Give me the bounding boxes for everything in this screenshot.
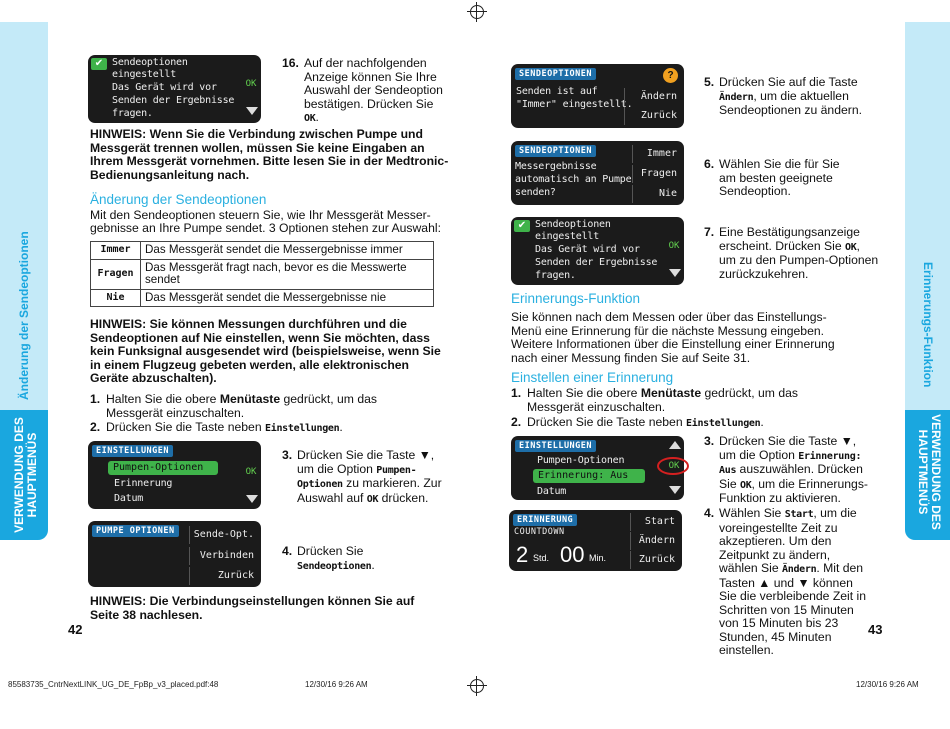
step-4-text: Drücken Sie xyxy=(297,544,364,558)
step-number: 7. xyxy=(704,225,715,239)
start-button[interactable]: Start xyxy=(630,513,678,531)
table-key: Immer xyxy=(91,242,141,260)
menu-item-selected[interactable]: Erinnerung: Aus xyxy=(533,469,645,483)
table-desc: Das Messgerät sendet die Messergebnisse nie xyxy=(141,289,434,307)
step-4-text: Wählen Sie Start, um die voreingestellte Zeit zu akzeptieren. Um den Zeitpunkt zu ändern, wählen Sie Ändern. Mit den Tasten ▲ und ▼ können Sie die verbleibende Zeit in Schritten von 15 Minuten von 15 Minuten bis 23 Stunden, 45 Minuten einstellen. xyxy=(719,506,867,657)
step-number: 3. xyxy=(282,448,293,462)
screen-title: SENDEOPTIONEN xyxy=(515,68,596,80)
table-row xyxy=(91,242,434,260)
table-row xyxy=(91,289,434,307)
screen-line: Sendeoptionen xyxy=(535,219,611,230)
up-arrow-icon xyxy=(669,441,681,449)
page-number-left: 42 xyxy=(68,622,83,637)
left-tab-bottom-label: VERWENDUNG DES HAUPTMENÜS xyxy=(12,417,39,533)
screen-line: Sendeoptionen xyxy=(112,57,188,68)
hinweis-flight: HINWEIS: Sie können Messungen durchführen und die Sendeoptionen auf Nie einstellen, wenn Sie möchten, dass kein Funksignal ausgesendet wird (beispielsweise, wenn Sie in einem Flugzeug gebeten werden, alle elektronischen Geräte abzuschalten). xyxy=(90,317,441,385)
send-options-button[interactable]: Sende-Opt. xyxy=(189,526,257,544)
intro-paragraph: Sie können nach dem Messen oder über das Einstellungs-Menü eine Erinnerung für die nächste Messung eingeben. Weitere Informationen über die Einstellung einer Erinnerung nach einer Messung finden Sie auf Seite 31. xyxy=(511,310,835,365)
step-4-key: Sendeoptionen. xyxy=(297,558,375,572)
step-16-text: Auf der nachfolgenden Anzeige können Sie Ihre Auswahl der Sendeoption bestätigen. Drücken Sie OK. xyxy=(304,56,443,124)
send-options-table xyxy=(90,241,434,307)
change-button[interactable]: Ändern xyxy=(630,532,678,550)
screen-send-options-current xyxy=(511,64,684,128)
footer-date-left: 12/30/16 9:26 AM xyxy=(305,680,368,689)
intro-line: Mit den Sendeoptionen steuern Sie, wie Ihr Messgerät Messer- xyxy=(90,208,431,222)
footer-filename: 85583735_CntrNextLINK_UG_DE_FpBp_v3_placed.pdf:48 xyxy=(8,680,219,689)
ok-label: OK xyxy=(668,461,680,471)
screen-send-options-choose xyxy=(511,141,684,205)
screen-title: EINSTELLUNGEN xyxy=(515,440,596,452)
step-3-text: Drücken Sie die Taste ▼, um die Option Erinnerung: Aus auszuwählen. Drücken Sie OK, um die Erinnerungs-Funktion zu aktivieren. xyxy=(719,434,868,505)
step-5-text: Drücken Sie auf die Taste Ändern, um die aktuellen Sendeoptionen zu ändern. xyxy=(719,75,862,117)
step-number: 16. xyxy=(282,56,299,70)
screen-settings-menu xyxy=(88,441,261,509)
always-button[interactable]: Immer xyxy=(632,145,680,163)
table-key: Nie xyxy=(91,289,141,307)
step-2-text: Drücken Sie die Taste neben Einstellungen. xyxy=(106,420,343,434)
page-number-right: 43 xyxy=(868,622,883,637)
footer-date-right: 12/30/16 9:26 AM xyxy=(856,680,919,689)
screen-pump-options xyxy=(88,521,261,587)
hinweis-connection: HINWEIS: Die Verbindungseinstellungen können Sie auf Seite 38 nachlesen. xyxy=(90,594,415,622)
screen-line: Senden der Ergebnisse xyxy=(535,257,658,268)
countdown-minutes: 00 xyxy=(560,542,585,567)
screen-line: "Immer" eingestellt. xyxy=(516,99,633,110)
table-desc: Das Messgerät sendet die Messergebnisse immer xyxy=(141,242,434,260)
check-icon: ✔ xyxy=(514,220,530,232)
screen-line: fragen. xyxy=(535,270,576,281)
check-icon: ✔ xyxy=(91,58,107,70)
ok-label: OK xyxy=(245,79,257,89)
menu-item[interactable]: Datum xyxy=(537,486,567,497)
screen-send-options-confirmed xyxy=(88,55,261,123)
back-button[interactable]: Zurück xyxy=(189,567,257,585)
step-number: 5. xyxy=(704,75,715,89)
step-3-text: Drücken Sie die Taste ▼, um die Option Pumpen-Optionen zu markieren. Zur Auswahl auf OK drücken. xyxy=(297,448,442,505)
table-key: Fragen xyxy=(91,259,141,289)
screen-line: Messergebnisse xyxy=(515,161,597,172)
step-number: 3. xyxy=(704,434,715,448)
step-number: 4. xyxy=(282,544,293,558)
section-heading: Einstellen einer Erinnerung xyxy=(511,370,674,385)
down-arrow-icon xyxy=(669,269,681,277)
screen-title: ERINNERUNG xyxy=(513,514,577,526)
ok-highlight-circle xyxy=(657,457,689,475)
down-arrow-icon xyxy=(669,486,681,494)
screen-title: PUMPE OPTIONEN xyxy=(92,525,179,537)
hinweis-disconnect: HINWEIS: Wenn Sie die Verbindung zwischen Pumpe und Messgerät trennen wollen, müssen Sie keine Eingaben an Ihrem Messgerät vornehmen. Bitte lesen Sie in der Medtronic-Bedienungsanleitung nach. xyxy=(90,127,449,182)
down-arrow-icon xyxy=(246,107,258,115)
screen-line: eingestellt xyxy=(535,231,600,242)
screen-line: fragen. xyxy=(112,108,153,119)
screen-title: EINSTELLUNGEN xyxy=(92,445,173,457)
step-6-text: Wählen Sie die für Sie am besten geeignete Sendeoption. xyxy=(719,157,840,198)
down-arrow-icon xyxy=(246,495,258,503)
screen-reminder-countdown xyxy=(509,510,682,571)
step-number: 1. xyxy=(90,392,101,406)
screen-line: eingestellt xyxy=(112,69,177,80)
screen-line: senden? xyxy=(515,187,556,198)
right-tab-top-label: Erinnerungs-Funktion xyxy=(921,262,935,388)
help-icon[interactable]: ? xyxy=(663,68,678,83)
section-heading: Änderung der Sendeoptionen xyxy=(90,192,267,207)
ok-label: OK xyxy=(245,467,257,477)
hours-unit: Std. xyxy=(533,553,550,563)
intro-line: gebnisse an Ihre Pumpe sendet. 3 Optionen stehen zur Auswahl: xyxy=(90,221,441,235)
right-tab-bottom-label: VERWENDUNG DES HAUPTMENÜS xyxy=(916,414,943,530)
step-number: 4. xyxy=(704,506,715,520)
screen-line: Das Gerät wird vor xyxy=(535,244,640,255)
screen-title: SENDEOPTIONEN xyxy=(515,145,596,157)
screen-send-options-confirmed-2 xyxy=(511,217,684,285)
change-button[interactable]: Ändern xyxy=(624,88,680,106)
connect-button[interactable]: Verbinden xyxy=(189,547,257,565)
ok-label: OK xyxy=(668,241,680,251)
step-number: 6. xyxy=(704,157,715,171)
registration-mark-top xyxy=(470,5,484,19)
never-button[interactable]: Nie xyxy=(632,185,680,203)
step-1-text: Halten Sie die obere Menütaste gedrückt, um das Messgerät einzuschalten. xyxy=(106,392,377,420)
step-number: 2. xyxy=(90,420,101,434)
menu-item[interactable]: Erinnerung xyxy=(114,478,173,489)
step-number: 2. xyxy=(511,415,522,429)
step-1-text: Halten Sie die obere Menütaste gedrückt, um das Messgerät einzuschalten. xyxy=(527,386,798,414)
countdown-label: COUNTDOWN xyxy=(514,527,565,537)
ask-button[interactable]: Fragen xyxy=(632,165,680,183)
step-7-text: Eine Bestätigungsanzeige erscheint. Drücken Sie OK, um zu den Pumpen-Optionen zurückzukehren. xyxy=(719,225,879,281)
back-button[interactable]: Zurück xyxy=(630,551,678,569)
step-number: 1. xyxy=(511,386,522,400)
step-2-text: Drücken Sie die Taste neben Einstellungen. xyxy=(527,415,764,429)
minutes-unit: Min. xyxy=(589,553,607,563)
countdown-hours: 2 xyxy=(516,542,529,567)
screen-line: Das Gerät wird vor xyxy=(112,82,217,93)
table-desc: Das Messgerät fragt nach, bevor es die Messwerte sendet xyxy=(141,259,434,289)
table-row xyxy=(91,259,434,289)
back-button[interactable]: Zurück xyxy=(624,107,680,125)
left-tab-top-label: Änderung der Sendeoptionen xyxy=(17,231,31,400)
section-heading: Erinnerungs-Funktion xyxy=(511,291,641,306)
screen-line: automatisch an Pumpe xyxy=(515,174,632,185)
screen-line: Senden ist auf xyxy=(516,86,598,97)
menu-item[interactable]: Datum xyxy=(114,493,144,504)
registration-mark-bottom xyxy=(470,679,484,693)
menu-item-selected[interactable]: Pumpen-Optionen xyxy=(108,461,218,475)
screen-line: Senden der Ergebnisse xyxy=(112,95,235,106)
menu-item[interactable]: Pumpen-Optionen xyxy=(537,455,625,466)
